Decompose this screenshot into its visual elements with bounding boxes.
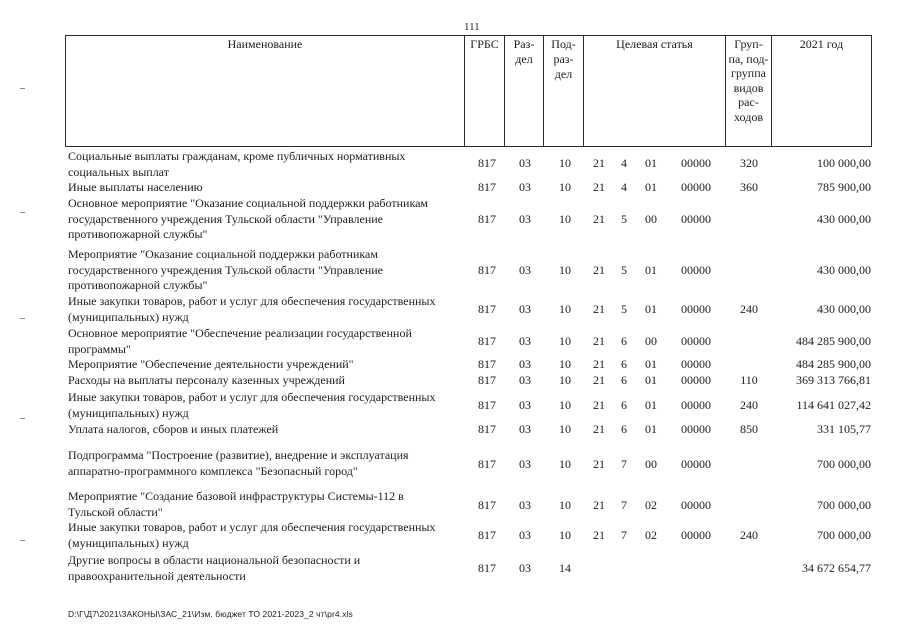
cell-amount: 484 285 900,00 bbox=[796, 334, 871, 348]
cell-rz: 03 bbox=[519, 357, 531, 371]
cell-amount: 785 900,00 bbox=[817, 180, 871, 194]
cell-grbs: 817 bbox=[478, 422, 496, 436]
cell-t3: 01 bbox=[645, 373, 657, 387]
row-name: Расходы на выплаты персоналу казенных учреждений bbox=[68, 373, 345, 387]
cell-t4: 00000 bbox=[681, 302, 711, 316]
cell-t3: 02 bbox=[645, 498, 657, 512]
cell-amount: 700 000,00 bbox=[817, 528, 871, 542]
cell-t1: 21 bbox=[593, 498, 605, 512]
row-name: Иные выплаты населению bbox=[68, 180, 203, 194]
cell-amount: 430 000,00 bbox=[817, 212, 871, 226]
cell-amount: 430 000,00 bbox=[817, 263, 871, 277]
row-name: Иные закупки товаров, работ и услуг для обеспечения государственных (муниципальных) нужд bbox=[68, 390, 436, 420]
cell-pr: 10 bbox=[559, 263, 571, 277]
cell-amount: 100 000,00 bbox=[817, 156, 871, 170]
row-name: Мероприятие "Создание базовой инфраструктуры Системы-112 в Тульской области" bbox=[68, 489, 404, 519]
cell-t3: 01 bbox=[645, 302, 657, 316]
cell-t1: 21 bbox=[593, 528, 605, 542]
row-name: Мероприятие "Обеспечение деятельности учреждений" bbox=[68, 357, 354, 371]
cell-grbs: 817 bbox=[478, 457, 496, 471]
cell-t4: 00000 bbox=[681, 334, 711, 348]
cell-t3: 00 bbox=[645, 212, 657, 226]
row-name: Основное мероприятие "Оказание социальной поддержки работникам государственного учреждения Тульской области "Управление противопожарной службы" bbox=[68, 196, 429, 241]
cell-rz: 03 bbox=[519, 457, 531, 471]
cell-t2: 4 bbox=[621, 180, 627, 194]
header-expense-group: Груп- па, под- группа видов рас- ходов bbox=[728, 37, 769, 124]
cell-amount: 369 313 766,81 bbox=[796, 373, 871, 387]
cell-vr: 240 bbox=[740, 528, 758, 542]
header-target-article: Целевая статья bbox=[616, 37, 693, 51]
cell-t1: 21 bbox=[593, 156, 605, 170]
cell-t1: 21 bbox=[593, 373, 605, 387]
cell-t4: 00000 bbox=[681, 528, 711, 542]
cell-vr: 320 bbox=[740, 156, 758, 170]
cell-rz: 03 bbox=[519, 398, 531, 412]
cell-t1: 21 bbox=[593, 302, 605, 316]
cell-pr: 10 bbox=[559, 457, 571, 471]
cell-rz: 03 bbox=[519, 498, 531, 512]
cell-amount: 430 000,00 bbox=[817, 302, 871, 316]
cell-t1: 21 bbox=[593, 180, 605, 194]
cell-t1: 21 bbox=[593, 422, 605, 436]
cell-amount: 484 285 900,00 bbox=[796, 357, 871, 371]
header-podrazdel: Под- раз- дел bbox=[551, 37, 576, 81]
header-razdel: Раз- дел bbox=[513, 37, 535, 66]
cell-grbs: 817 bbox=[478, 156, 496, 170]
cell-rz: 03 bbox=[519, 373, 531, 387]
header-name: Наименование bbox=[227, 37, 303, 51]
cell-vr: 110 bbox=[740, 373, 758, 387]
cell-rz: 03 bbox=[519, 156, 531, 170]
cell-amount: 34 672 654,77 bbox=[802, 561, 871, 575]
cell-t1: 21 bbox=[593, 398, 605, 412]
cell-t3: 01 bbox=[645, 398, 657, 412]
cell-grbs: 817 bbox=[478, 302, 496, 316]
margin-mark bbox=[20, 88, 25, 89]
cell-pr: 10 bbox=[559, 357, 571, 371]
cell-t2: 7 bbox=[621, 457, 627, 471]
cell-grbs: 817 bbox=[478, 373, 496, 387]
cell-t2: 5 bbox=[621, 212, 627, 226]
cell-t4: 00000 bbox=[681, 357, 711, 371]
margin-mark bbox=[20, 318, 25, 319]
cell-vr: 240 bbox=[740, 398, 758, 412]
cell-pr: 10 bbox=[559, 334, 571, 348]
cell-t1: 21 bbox=[593, 457, 605, 471]
cell-pr: 10 bbox=[559, 422, 571, 436]
cell-t2: 6 bbox=[621, 398, 627, 412]
page-number: 111 bbox=[464, 21, 480, 33]
cell-grbs: 817 bbox=[478, 180, 496, 194]
cell-t4: 00000 bbox=[681, 422, 711, 436]
cell-rz: 03 bbox=[519, 302, 531, 316]
row-name: Иные закупки товаров, работ и услуг для обеспечения государственных (муниципальных) нужд bbox=[68, 520, 436, 550]
cell-t3: 01 bbox=[645, 422, 657, 436]
cell-t1: 21 bbox=[593, 334, 605, 348]
row-name: Другие вопросы в области национальной безопасности и правоохранительной деятельности bbox=[68, 553, 361, 583]
cell-t1: 21 bbox=[593, 357, 605, 371]
cell-t4: 00000 bbox=[681, 457, 711, 471]
row-name: Уплата налогов, сборов и иных платежей bbox=[68, 422, 279, 436]
margin-mark bbox=[20, 540, 25, 541]
cell-t4: 00000 bbox=[681, 263, 711, 277]
margin-mark bbox=[20, 212, 25, 213]
cell-t2: 5 bbox=[621, 263, 627, 277]
cell-pr: 10 bbox=[559, 302, 571, 316]
cell-t2: 7 bbox=[621, 528, 627, 542]
cell-vr: 850 bbox=[740, 422, 758, 436]
file-path-footer: D:\Г\Д7\2021\ЗАКОНЫ\ЗАС_21\Изм. бюджет ТО 2021-2023_2 чт\pr4.xls bbox=[68, 609, 353, 619]
cell-pr: 10 bbox=[559, 156, 571, 170]
cell-pr: 10 bbox=[559, 180, 571, 194]
cell-t3: 01 bbox=[645, 263, 657, 277]
row-name: Подпрограмма "Построение (развитие), внедрение и эксплуатация аппаратно-программного комплекса "Безопасный город" bbox=[68, 448, 409, 478]
cell-t4: 00000 bbox=[681, 212, 711, 226]
cell-t4: 00000 bbox=[681, 498, 711, 512]
cell-t4: 00000 bbox=[681, 180, 711, 194]
row-name: Мероприятие "Оказание социальной поддержки работникам государственного учреждения Тульской области "Управление противопожарной службы" bbox=[68, 247, 383, 292]
cell-rz: 03 bbox=[519, 528, 531, 542]
cell-t3: 01 bbox=[645, 357, 657, 371]
cell-pr: 10 bbox=[559, 212, 571, 226]
cell-t2: 4 bbox=[621, 156, 627, 170]
row-name: Иные закупки товаров, работ и услуг для обеспечения государственных (муниципальных) нужд bbox=[68, 294, 436, 324]
cell-amount: 114 641 027,42 bbox=[796, 398, 871, 412]
cell-grbs: 817 bbox=[478, 528, 496, 542]
cell-t4: 00000 bbox=[681, 156, 711, 170]
cell-rz: 03 bbox=[519, 334, 531, 348]
cell-grbs: 817 bbox=[478, 212, 496, 226]
cell-pr: 10 bbox=[559, 498, 571, 512]
cell-rz: 03 bbox=[519, 561, 531, 575]
cell-pr: 10 bbox=[559, 398, 571, 412]
cell-grbs: 817 bbox=[478, 398, 496, 412]
cell-pr: 10 bbox=[559, 373, 571, 387]
cell-grbs: 817 bbox=[478, 334, 496, 348]
header-grbs: ГРБС bbox=[470, 37, 499, 51]
cell-t2: 5 bbox=[621, 302, 627, 316]
cell-grbs: 817 bbox=[478, 561, 496, 575]
cell-t1: 21 bbox=[593, 263, 605, 277]
row-name: Социальные выплаты гражданам, кроме публичных нормативных социальных выплат bbox=[68, 149, 406, 179]
cell-amount: 700 000,00 bbox=[817, 457, 871, 471]
cell-t3: 02 bbox=[645, 528, 657, 542]
cell-rz: 03 bbox=[519, 212, 531, 226]
cell-t2: 6 bbox=[621, 357, 627, 371]
cell-rz: 03 bbox=[519, 180, 531, 194]
cell-t3: 00 bbox=[645, 457, 657, 471]
cell-t2: 7 bbox=[621, 498, 627, 512]
margin-mark bbox=[20, 418, 25, 419]
cell-pr: 14 bbox=[559, 561, 571, 575]
header-year: 2021 год bbox=[799, 37, 844, 51]
cell-t4: 00000 bbox=[681, 373, 711, 387]
cell-grbs: 817 bbox=[478, 498, 496, 512]
row-name: Основное мероприятие "Обеспечение реализации государственной программы" bbox=[68, 326, 412, 356]
cell-t3: 01 bbox=[645, 180, 657, 194]
cell-vr: 360 bbox=[740, 180, 758, 194]
cell-amount: 700 000,00 bbox=[817, 498, 871, 512]
cell-t2: 6 bbox=[621, 422, 627, 436]
cell-vr: 240 bbox=[740, 302, 758, 316]
cell-t3: 01 bbox=[645, 156, 657, 170]
cell-amount: 331 105,77 bbox=[817, 422, 871, 436]
cell-rz: 03 bbox=[519, 422, 531, 436]
cell-rz: 03 bbox=[519, 263, 531, 277]
cell-grbs: 817 bbox=[478, 357, 496, 371]
cell-t4: 00000 bbox=[681, 398, 711, 412]
cell-t3: 00 bbox=[645, 334, 657, 348]
cell-pr: 10 bbox=[559, 528, 571, 542]
cell-t1: 21 bbox=[593, 212, 605, 226]
cell-t2: 6 bbox=[621, 373, 627, 387]
cell-grbs: 817 bbox=[478, 263, 496, 277]
cell-t2: 6 bbox=[621, 334, 627, 348]
